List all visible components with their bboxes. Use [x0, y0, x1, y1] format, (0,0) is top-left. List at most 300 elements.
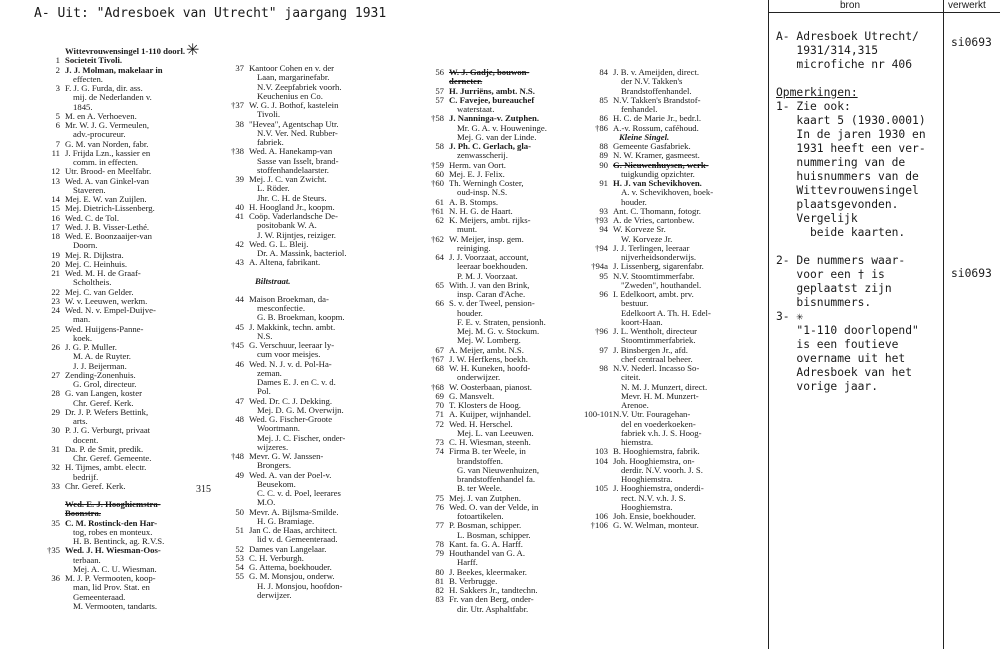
house-number: 16 [51, 212, 60, 223]
house-number: †106 [590, 520, 608, 531]
bron-notes [776, 30, 926, 394]
resident-text: W. Korveze Sr. [613, 224, 666, 235]
resident-text: bestuur. [621, 298, 649, 309]
house-number: 7 [55, 138, 60, 149]
house-number [420, 262, 449, 271]
house-number: 14 [51, 194, 60, 204]
house-number [220, 591, 249, 600]
house-number: 29 [51, 406, 60, 417]
resident-text: fabriek v.h. J. S. Hoog- [621, 427, 702, 438]
resident-text: koort-Haan. [621, 316, 663, 327]
address-entry [36, 325, 185, 334]
house-number: 20 [51, 258, 60, 269]
resident-text: Doorn. [73, 240, 98, 251]
house-number: 91 [599, 178, 608, 188]
house-number [36, 491, 65, 500]
house-number: †45 [230, 340, 244, 350]
house-number [220, 582, 249, 591]
resident-text: B. Hooghiemstra, fabrik. [613, 446, 700, 457]
resident-text: Wed. O. van der Velde, in [449, 501, 539, 512]
resident-text: J. Makkink, techn. ambt. [249, 321, 336, 332]
resident-text: Keuchenius en Co. [257, 90, 323, 101]
resident-text: H. Jurriëns, ambt. N.S. [449, 85, 535, 96]
resident-text: Wed. A. Hanekamp-van [249, 146, 333, 157]
note-line: Adresboek van het [776, 366, 913, 379]
house-number: 1 [55, 55, 60, 66]
resident-text: Beusekom. [257, 478, 296, 489]
house-number [36, 352, 65, 361]
resident-text: N. W. Kramer, gasmeest. [613, 150, 700, 161]
house-number: 77 [435, 520, 444, 531]
resident-text: zenwasscherij. [457, 150, 508, 161]
resident-text: G. M. van Norden, fabr. [65, 138, 149, 149]
resident-text: B. Verbrugge. [449, 575, 498, 586]
resident-text: Jan C. de Haas, architect. [249, 525, 338, 535]
resident-text: der N.V. Takken's [621, 76, 683, 87]
house-number: 49 [235, 469, 244, 480]
note-line: 3- ✳ [776, 310, 804, 323]
resident-text: Wed. J. H. Wiesman-Oos- [65, 545, 161, 556]
resident-text: P. Bosman, schipper. [449, 520, 522, 531]
resident-text: Kleine Singel. [619, 131, 670, 142]
resident-text: lid v. d. Gemeenteraad. [257, 534, 338, 545]
address-column-3 [420, 68, 547, 614]
house-number [420, 309, 449, 318]
resident-text: W. J. Gadje, bouwon- [449, 67, 530, 77]
house-number [36, 593, 65, 602]
resident-text: Dr. A. Massink, bacteriol. [257, 248, 347, 258]
house-number [220, 184, 249, 193]
address-entry [584, 364, 713, 373]
address-entry [36, 500, 185, 509]
resident-text: J. J. Voorzaat, account, [449, 252, 529, 262]
resident-text: Da. P. de Smit, predik. [65, 443, 144, 454]
resident-text: tuigkundig opzichter. [621, 168, 695, 179]
address-entry [36, 463, 185, 472]
resident-text: A. Meijer, ambt. N.S. [449, 344, 524, 355]
house-number: 48 [235, 414, 244, 424]
resident-text: Mej. Dietrich-Lissenberg. [65, 203, 155, 214]
house-number: 21 [51, 268, 60, 278]
resident-text: G. Attema, boekhouder. [249, 562, 332, 572]
resident-text: M.O. [257, 497, 276, 508]
resident-text: With. J. van den Brink, [449, 279, 530, 290]
note-line [776, 72, 926, 86]
resident-text: Maison Broekman, da- [249, 293, 329, 304]
resident-text: docent. [73, 434, 99, 445]
resident-text: Gemeenteraad. [73, 591, 126, 602]
house-number: 44 [235, 293, 244, 304]
resident-text: Wed. N. J. v. d. Pol-Ha- [249, 358, 332, 369]
resident-text: Wed. G. L. Bleij. [249, 238, 309, 249]
resident-text: Kant. fa. G. A. Harff. [449, 538, 523, 549]
asterisk-mark: ✳ [186, 42, 200, 59]
address-entry [36, 306, 185, 315]
resident-text: C. C. v. d. Poel, leerares [257, 488, 341, 498]
address-entry [36, 232, 185, 241]
house-number: 52 [235, 543, 244, 554]
house-number [420, 318, 449, 327]
house-number: 61 [435, 196, 444, 207]
resident-text: L. Röder. [257, 183, 290, 194]
margin-note: 315 [196, 484, 211, 495]
house-number: 57 [435, 94, 444, 105]
resident-text: Biltstraat. [255, 275, 291, 286]
house-number: 56 [435, 67, 444, 77]
resident-text: F. E. v. Straten, pensionh. [457, 316, 546, 327]
resident-text: Wed. H. Herschel. [449, 418, 513, 429]
resident-text: W. v. Leeuwen, werkm. [65, 295, 148, 306]
house-number [36, 500, 65, 509]
resident-text: waterstaat. [457, 104, 495, 114]
resident-text: "Hevea", Agentschap Utr. [249, 118, 339, 129]
address-entry [220, 277, 347, 286]
resident-text: J. Nanninga-v. Zutphen. [449, 113, 540, 124]
house-number: 67 [435, 344, 444, 355]
resident-text: J. B. v. Ameijden, direct. [613, 67, 700, 77]
house-number: 64 [435, 252, 444, 262]
panel-divider-left [768, 0, 769, 649]
note-line: vorige jaar. [776, 380, 879, 393]
house-number: 89 [599, 150, 608, 161]
resident-text: Mej. C. Heinhuis. [65, 258, 128, 269]
resident-text: H. J. van Schevikhoven. [613, 178, 702, 188]
resident-text: Jhr. C. H. de Steurs. [257, 192, 327, 203]
address-entry [36, 408, 185, 417]
resident-text: derwijzer. [257, 589, 292, 600]
resident-text: J. W. Rijntjes, reiziger. [257, 229, 336, 240]
resident-text: insp. Caran d'Ache. [457, 289, 526, 299]
house-number: 22 [51, 286, 60, 297]
resident-text: Stoomtimmerfabriek. [621, 335, 696, 346]
resident-text: J. J. Molman, makelaar in [65, 64, 163, 75]
house-number: †58 [430, 113, 444, 124]
resident-text: W. H. Kuneken, hoofd- [449, 363, 531, 373]
resident-text: Mej. R. Dijkstra. [65, 249, 124, 260]
resident-text: J. G. P. Muller. [65, 342, 117, 352]
address-entry [420, 216, 547, 225]
house-number: †86 [594, 122, 608, 133]
house-number: 80 [435, 566, 444, 577]
resident-text: Chr. Geref. Kerk. [73, 397, 134, 408]
resident-text: nijverheidsonderwijs. [621, 252, 697, 262]
resident-text: W. Oosterbaan, pianost. [449, 381, 532, 392]
resident-text: Wed. A. van Ginkel-van [65, 175, 149, 186]
house-number: †62 [430, 233, 444, 244]
house-number: 57 [435, 85, 444, 96]
house-number [36, 583, 65, 592]
house-number: 39 [235, 174, 244, 184]
house-number: 40 [235, 201, 244, 212]
house-number: 42 [235, 238, 244, 249]
resident-text: koek. [73, 332, 93, 343]
note-line: Wittevrouwensingel [776, 184, 919, 197]
address-entry [420, 68, 547, 77]
house-number [36, 75, 65, 84]
house-number: 78 [435, 538, 444, 549]
resident-text: H. J. Monsjou, hoofdon- [257, 580, 343, 591]
house-number: 25 [51, 323, 60, 334]
note-line: beide kaarten. [776, 226, 906, 239]
resident-text: Herm. van Oort. [449, 159, 506, 170]
house-number: 84 [599, 67, 608, 77]
resident-text: Wed. Huijgens-Panne- [65, 323, 144, 334]
resident-text: G. M. Monsjou, onderw. [249, 571, 335, 582]
resident-text: Mej. C. van Gelder. [65, 286, 134, 297]
resident-text: C. H. Verburgh. [249, 552, 304, 563]
address-column-1 [36, 47, 185, 611]
house-number: 24 [51, 305, 60, 315]
house-number: 35 [51, 517, 60, 528]
resident-text: Firma B. ter Weele, in [449, 446, 526, 457]
resident-text: Hooghiemstra. [621, 474, 673, 484]
house-number: 88 [599, 141, 608, 151]
resident-text: "Zweden", houthandel. [621, 279, 702, 290]
house-number: 12 [51, 166, 60, 177]
resident-text: reiniging. [457, 242, 491, 253]
address-entry [36, 546, 185, 555]
house-number [584, 494, 613, 503]
resident-text: G. Nieuwenhuysen, werk- [613, 159, 709, 170]
house-number: 95 [599, 270, 608, 281]
house-number [220, 424, 249, 433]
note-line: 1931/314,315 [776, 44, 879, 57]
house-number [420, 124, 449, 133]
house-number [36, 93, 65, 102]
house-number: 72 [435, 418, 444, 429]
house-number: 36 [51, 573, 60, 583]
address-entry [36, 426, 185, 435]
resident-text: brandstoffenhandel fa. [457, 474, 535, 484]
house-number [584, 373, 613, 382]
resident-text: A. de Vries, cartonbew. [613, 215, 695, 225]
resident-text: W. Korveze Jr. [621, 233, 673, 244]
note-line: plaatsgevonden. [776, 198, 899, 211]
address-entry [220, 258, 347, 267]
resident-text: A. Altena, fabrikant. [249, 257, 321, 268]
resident-text: Sasse van Isselt, brand- [257, 155, 339, 166]
resident-text: fabriek. [257, 137, 284, 147]
house-number [220, 434, 249, 443]
resident-text: J. Beekes, kleermaker. [449, 566, 527, 577]
house-number [36, 103, 65, 112]
house-number: 47 [235, 395, 244, 406]
house-number: †48 [230, 451, 244, 461]
note-line: "1-110 doorlopend" [776, 324, 919, 337]
resident-text: C. H. Wiesman, steenh. [449, 437, 531, 447]
resident-text: adv.-procureur. [73, 129, 126, 140]
panel-header-rule [768, 12, 1000, 13]
resident-text: N. M. J. Munzert, direct. [621, 381, 708, 392]
house-number: 51 [235, 525, 244, 535]
house-number: 97 [599, 344, 608, 355]
verwerkt-ref-1: si0693 [951, 36, 992, 49]
house-number: 41 [235, 211, 244, 221]
resident-text: Mej. J. van Zutphen. [449, 492, 521, 503]
house-number [36, 528, 65, 537]
resident-text: Dames van Langelaar. [249, 543, 327, 554]
note-line: Vergelijk [776, 212, 858, 225]
house-number: †38 [230, 146, 244, 157]
resident-text: Mej. L. van Leeuwen. [457, 427, 534, 438]
resident-text: houder. [621, 196, 647, 207]
house-number: 43 [235, 257, 244, 268]
resident-text: H. Hoogland Jr., koopm. [249, 201, 335, 212]
note-line: 1- Zie ook: [776, 100, 851, 113]
house-number: †67 [430, 353, 444, 364]
house-number: 90 [599, 159, 608, 170]
resident-text: G. Grol, directeur. [73, 379, 137, 389]
resident-text: H. B. Bentinck, ag. R.V.S. [73, 536, 165, 546]
resident-text: wijzeres. [257, 441, 289, 452]
house-number: 33 [51, 480, 60, 491]
house-number [584, 420, 613, 429]
resident-text: onderwijzer. [457, 372, 501, 383]
house-number: 27 [51, 369, 60, 380]
house-number: 71 [435, 409, 444, 420]
house-number: 32 [51, 462, 60, 473]
resident-text: Gemeente Gasfabriek. [613, 141, 691, 151]
resident-text: G. van Nieuwenhuizen, [457, 464, 540, 475]
resident-text: man. [73, 314, 91, 325]
house-number: 60 [435, 168, 444, 179]
resident-text: Wed. M. H. de Graaf- [65, 268, 141, 278]
resident-text: fenhandel. [621, 104, 658, 114]
house-number: 45 [235, 321, 244, 332]
resident-text: Boonstra. [65, 508, 101, 519]
note-line: Opmerkingen: [776, 86, 858, 99]
house-number [220, 268, 249, 277]
house-number: †59 [430, 159, 444, 170]
resident-text: Wittevrouwensingel 1-110 doorl. [65, 46, 186, 56]
resident-text: Houthandel van G. A. [449, 548, 526, 558]
house-number: 73 [435, 437, 444, 447]
house-number: 5 [55, 110, 60, 121]
resident-text: J. W. Herfkens, boekh. [449, 353, 528, 364]
resident-text: B. ter Weele. [457, 483, 502, 494]
resident-text: Wed. E. Boonzaaijer-van [65, 231, 152, 241]
resident-text: M. J. P. Vermooten, koop- [65, 573, 156, 583]
house-number [584, 429, 613, 438]
house-number: 94 [599, 224, 608, 235]
resident-text: Fr. van den Berg, onder- [449, 594, 534, 605]
house-number: 37 [235, 63, 244, 73]
house-number [420, 475, 449, 484]
resident-text: Woortmann. [257, 423, 300, 434]
resident-text: A. B. Stomps. [449, 196, 498, 207]
house-number: †94a [591, 261, 608, 272]
resident-text: Wed. Dr. C. J. Dekking. [249, 395, 333, 406]
resident-text: Brandstoffenhandel. [621, 85, 692, 96]
note-line: huisnummers van de [776, 170, 919, 183]
resident-text: derdir. N.V. voorh. J. S. [621, 464, 703, 475]
address-entry [36, 602, 185, 611]
resident-text: P. J. G. Verburgt, privaat [65, 425, 151, 436]
resident-text: Ant. C. Thomann, fotogr. [613, 205, 701, 216]
house-number: 11 [51, 147, 60, 158]
resident-text: J. J. Terlingen, leeraar [613, 242, 690, 253]
house-number: 17 [51, 221, 60, 232]
house-number: 100-101 [584, 409, 613, 420]
address-entry [584, 521, 713, 530]
house-number [584, 77, 613, 86]
address-entry [584, 188, 713, 197]
resident-text: cum voor meisjes. [257, 349, 321, 360]
resident-text: Mej. J. C. Fischer, onder- [257, 432, 346, 443]
house-number: †93 [594, 215, 608, 225]
resident-text: C. Favejee, bureauchef [449, 94, 535, 105]
resident-text: Wed. E. J. Hooghiemstra- [65, 499, 161, 509]
resident-text: bedrijf. [73, 471, 99, 482]
resident-text: brandstoffen. [457, 455, 503, 466]
resident-text: leeraar boekhouden. [457, 261, 528, 272]
resident-text: P. M. J. Voorzaat. [457, 270, 518, 281]
house-number [584, 309, 613, 318]
house-number: 96 [599, 289, 608, 299]
house-number: 15 [51, 203, 60, 214]
resident-text: G. W. Welman, monteur. [613, 520, 699, 531]
resident-text: mij. de Nederlanden v. [73, 92, 152, 103]
resident-text: N.V. Zeepfabriek voorh. [257, 81, 342, 92]
house-number [420, 457, 449, 466]
house-number: 104 [594, 455, 608, 466]
resident-text: Mevr. H. M. Munzert- [621, 390, 699, 401]
address-entry [220, 360, 347, 369]
house-number: 83 [435, 594, 444, 605]
resident-text: N.S. [257, 330, 273, 341]
resident-text: Coöp. Vaderlandsche De- [249, 211, 338, 221]
resident-text: Chr. Geref. Kerk. [65, 480, 126, 491]
note-line: voor een † is [776, 268, 885, 281]
house-number: 23 [51, 295, 60, 306]
house-number [584, 383, 613, 392]
resident-text: G. B. Broekman, koopm. [257, 312, 345, 323]
house-number: 58 [435, 141, 444, 151]
resident-text: Mej. W. Lomberg. [457, 335, 521, 346]
resident-text: W. G. J. Bothof, kastelein [249, 100, 339, 110]
house-number: 62 [435, 215, 444, 225]
note-line: nummering van de [776, 156, 906, 169]
resident-text: N.V. Nederl. Incasso So- [613, 363, 700, 373]
resident-text: Wed. G. Fischer-Groote [249, 414, 333, 424]
verwerkt-column-header: verwerkt [948, 0, 986, 11]
resident-text: Wed. J. B. Visser-Lethé. [65, 221, 150, 232]
resident-text: Dames E. J. en C. v. d. [257, 377, 336, 387]
resident-text: A.-v. Rossum, caféhoud. [613, 122, 699, 133]
resident-text: Scholtheis. [73, 277, 112, 288]
resident-text: Kantoor Cohen en v. der [249, 63, 335, 73]
house-number: 105 [594, 483, 608, 494]
house-number: 74 [435, 446, 444, 457]
house-number [220, 73, 249, 82]
resident-text: positobank W. A. [257, 220, 317, 231]
resident-text: Staveren. [73, 184, 106, 195]
house-number: 106 [594, 511, 608, 521]
note-line: 2- De nummers waar- [776, 254, 906, 267]
house-number: 28 [51, 388, 60, 399]
address-entry [36, 66, 185, 75]
resident-text: Mej. D. G. M. Overwijn. [257, 404, 344, 415]
house-number: 82 [435, 585, 444, 595]
house-number [36, 602, 65, 611]
note-line: In de jaren 1930 en [776, 128, 926, 141]
resident-text: Joh. Hooghiemstra, on- [613, 455, 695, 466]
note-line: bisnummers. [776, 296, 872, 309]
resident-text: Zending-Zonenhuis. [65, 369, 136, 380]
resident-text: J. Ph. C. Gerlach, gla- [449, 141, 532, 151]
address-entry [36, 177, 185, 186]
house-number: 98 [599, 363, 608, 373]
